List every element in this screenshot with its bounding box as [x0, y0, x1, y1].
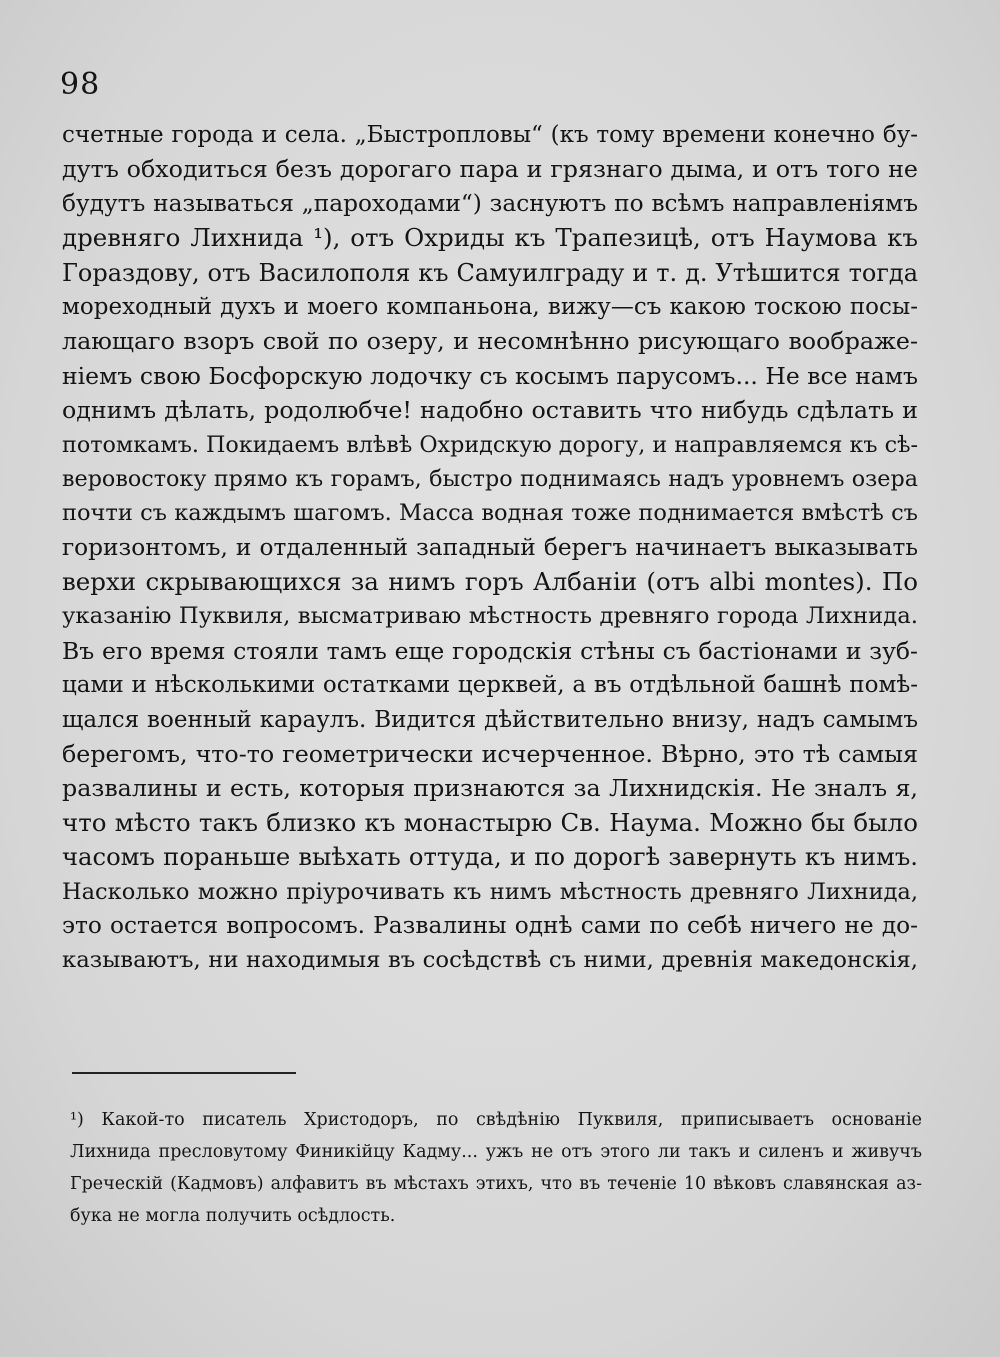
body-line: древняго Лихнида ¹), отъ Охриды къ Трапезицѣ, отъ Наумова къ — [62, 223, 918, 253]
body-line: казываютъ, ни находимыя въ сосѣдствѣ съ ними, древнія македонскія, — [62, 947, 918, 974]
body-line: ніемъ свою Босфорскую лодочку съ косымъ парусомъ... Не все намъ — [62, 361, 918, 390]
body-line: Въ его время стояли тамъ еще городскія стѣны съ бастіонами и зуб- — [62, 636, 918, 665]
body-line: Насколько можно пріурочивать къ нимъ мѣстность древняго Лихнида, — [62, 878, 918, 905]
body-line: мореходный духъ и моего компаньона, вижу—съ какою тоскою посы- — [62, 293, 918, 320]
footnote-line: ¹) Какой-то писатель Христодоръ, по свѣдѣнію Пуквиля, приписываетъ основаніе — [70, 1110, 922, 1130]
body-line: будутъ называться „пароходами“) заснуютъ по всѣмъ направленіямъ — [62, 189, 918, 217]
body-line: Гораздову, отъ Василополя къ Самуилграду и т. д. Утѣшится тогда — [62, 258, 918, 287]
body-line: однимъ дѣлать, родолюбче! надобно оставить что нибудь сдѣлать и — [62, 396, 918, 425]
body-line: почти съ каждымъ шагомъ. Масса водная тоже поднимается вмѣстѣ съ — [62, 500, 918, 527]
footnote-line: Лихнида пресловутому Финикійцу Кадму... ужъ не отъ этого ли такъ и силенъ и живучъ — [70, 1142, 922, 1162]
footnote-line: Греческій (Кадмовъ) алфавитъ въ мѣстахъ этихъ, что въ теченіе 10 вѣковъ славянская аз- — [70, 1174, 922, 1194]
body-line: горизонтомъ, и отдаленный западный берегъ начинаетъ выказывать — [62, 533, 918, 561]
body-line: берегомъ, что-то геометрически исчерченное. Вѣрно, это тѣ самыя — [62, 740, 918, 769]
body-line: веровостоку прямо къ горамъ, быстро поднимаясь надъ уровнемъ озера — [62, 465, 918, 492]
body-line: цами и нѣсколькими остатками церквей, а въ отдѣльной башнѣ помѣ- — [62, 672, 918, 699]
body-line: потомкамъ. Покидаемъ влѣвѣ Охридскую дорогу, и направляемся къ сѣ- — [62, 431, 919, 458]
body-line: щался военный караулъ. Видится дѣйствительно внизу, надъ самымъ — [62, 706, 918, 733]
body-line: лающаго взоръ свой по озеру, и несомнѣнно рисующаго воображе- — [62, 327, 918, 356]
body-line: это остается вопросомъ. Развалины однѣ сами по себѣ ничего не до- — [62, 911, 918, 939]
page-number: 98 — [60, 67, 101, 102]
body-line: указанію Пуквиля, высматриваю мѣстность древняго города Лихнида. — [62, 603, 918, 630]
body-line: счетные города и села. „Быстропловы“ (къ тому времени конечно бу- — [62, 122, 918, 148]
footnote — [70, 1104, 922, 1232]
body-line: развалины и есть, которыя признаются за Лихнидскія. Не зналъ я, — [62, 774, 918, 803]
body-line: дутъ обходиться безъ дорогаго пара и грязнаго дыма, и отъ того не — [62, 155, 918, 184]
body-line: часомъ пораньше выѣхать оттуда, и по дорогѣ завернуть къ нимъ. — [62, 842, 918, 872]
footnote-line: бука не могла получить осѣдлость. — [70, 1206, 396, 1226]
body-text — [62, 118, 918, 978]
body-line: что мѣсто такъ близко къ монастырю Св. Наума. Можно бы было — [62, 807, 918, 837]
footnote-divider — [72, 1072, 296, 1074]
body-line: верхи скрывающихся за нимъ горъ Албаніи (отъ albi montes). По — [62, 567, 918, 597]
